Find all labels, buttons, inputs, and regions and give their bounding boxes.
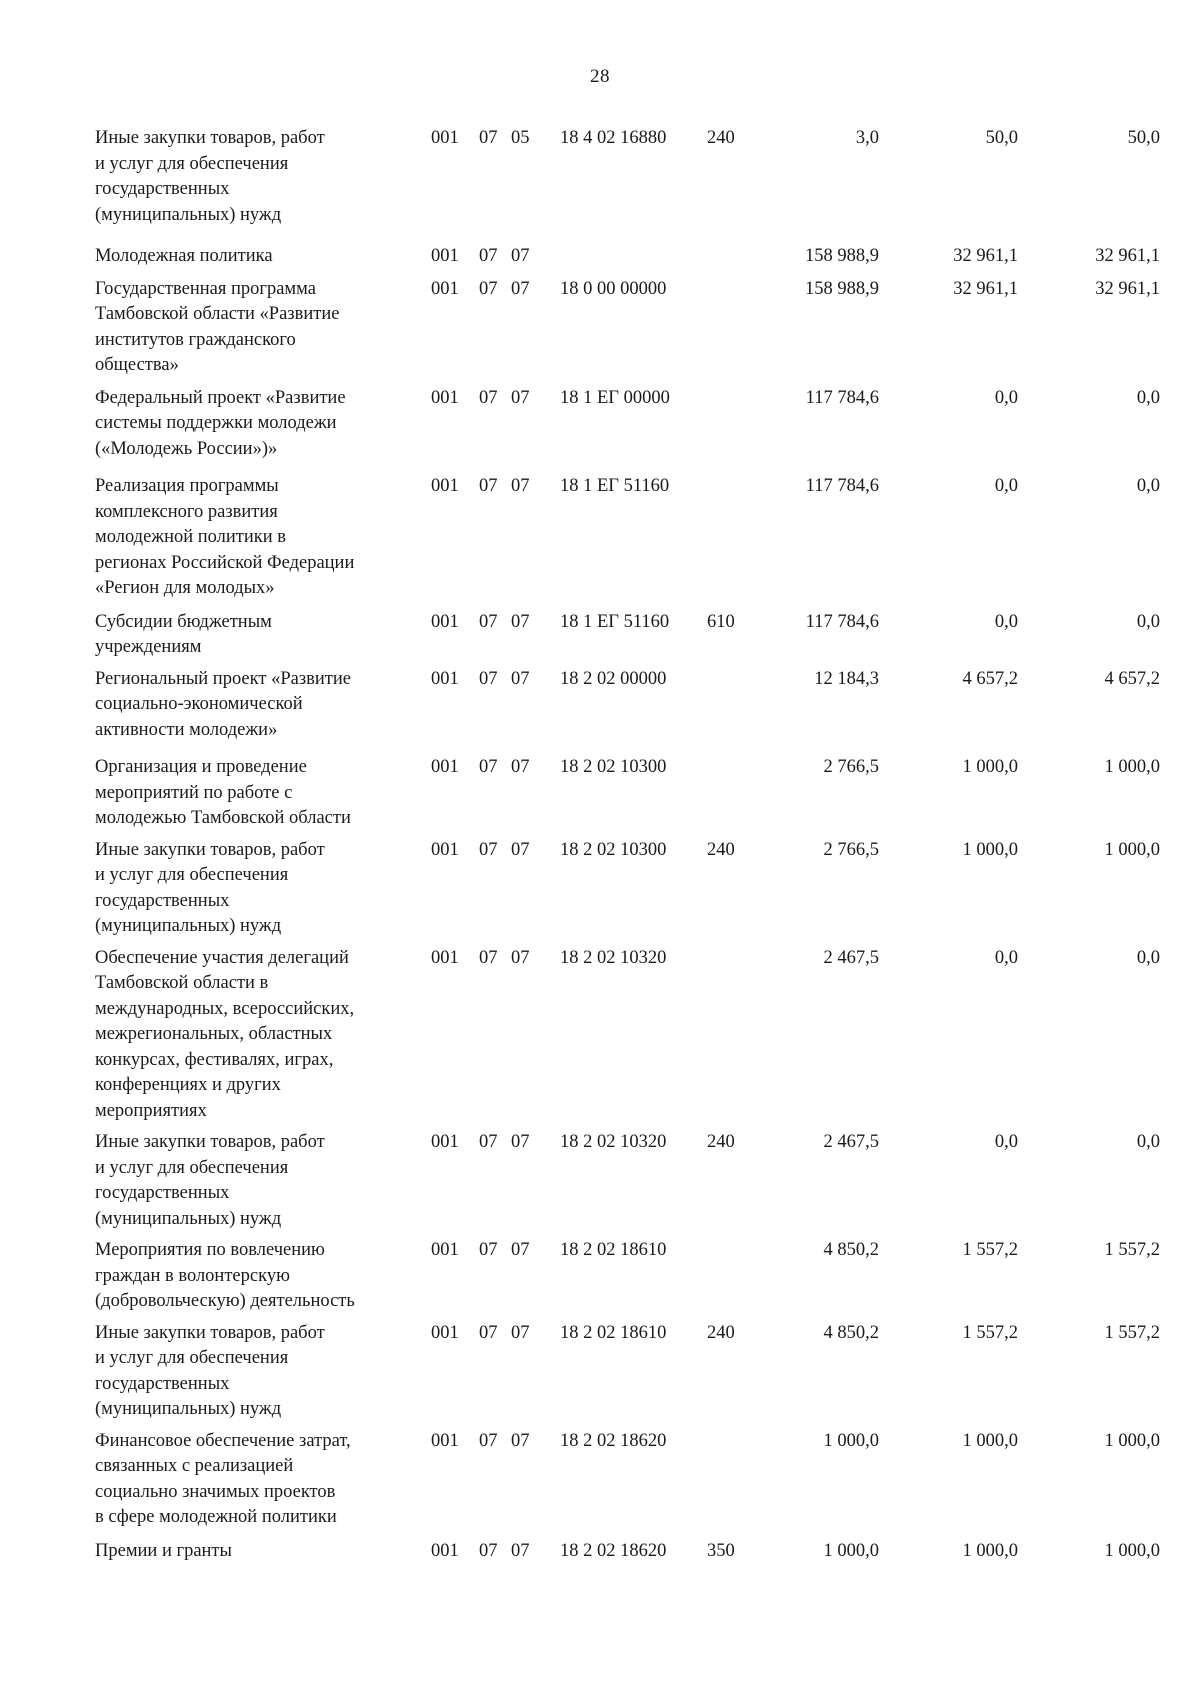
table-row xyxy=(95,1238,1175,1315)
subsection-code: 07 xyxy=(511,1430,530,1451)
subsection-code: 07 xyxy=(511,246,530,266)
amount-year-2: 0,0 xyxy=(994,1132,1018,1152)
amount-year-3: 1 000,0 xyxy=(1104,1540,1160,1561)
section-code: 07 xyxy=(479,278,498,299)
table-row xyxy=(95,386,1175,463)
target-article-code: 18 2 02 00000 xyxy=(560,668,667,689)
table-row xyxy=(95,1429,1175,1531)
subsection-code: 05 xyxy=(511,128,530,148)
subsection-code: 07 xyxy=(511,611,530,632)
amount-year-3: 1 557,2 xyxy=(1104,1322,1160,1343)
amount-year-1: 2 467,5 xyxy=(823,1132,879,1152)
target-article-code: 18 4 02 16880 xyxy=(560,128,667,148)
amount-year-1: 117 784,6 xyxy=(805,611,879,632)
row-item-name: Федеральный проект «Развитие системы поддержки молодежи («Молодежь России»)» xyxy=(95,387,346,459)
expense-type-code: 350 xyxy=(707,1540,735,1561)
section-code: 07 xyxy=(479,757,498,777)
subsection-code: 07 xyxy=(511,947,530,968)
amount-year-1: 4 850,2 xyxy=(823,1322,879,1343)
section-code: 07 xyxy=(479,476,498,496)
subsection-code: 07 xyxy=(511,1540,530,1561)
target-article-code: 18 2 02 18620 xyxy=(560,1540,667,1561)
expense-type-code: 610 xyxy=(707,611,735,632)
subsection-code: 07 xyxy=(511,839,530,860)
amount-year-3: 0,0 xyxy=(1136,387,1160,408)
row-item-name: Финансовое обеспечение затрат, связанных с реализацией социально значимых проектов в сфере молодежной политики xyxy=(95,1430,351,1527)
admin-code: 001 xyxy=(431,476,459,496)
section-code: 07 xyxy=(479,1240,498,1260)
expense-type-code: 240 xyxy=(707,1322,735,1343)
row-item-name: Организация и проведение мероприятий по работе с молодежью Тамбовской области xyxy=(95,757,351,828)
section-code: 07 xyxy=(479,1540,498,1561)
amount-year-2: 1 000,0 xyxy=(962,1540,1018,1561)
section-code: 07 xyxy=(479,387,498,408)
section-code: 07 xyxy=(479,246,498,266)
amount-year-2: 1 557,2 xyxy=(962,1240,1018,1260)
target-article-code: 18 2 02 18610 xyxy=(560,1240,667,1260)
table-row xyxy=(95,1321,1175,1423)
section-code: 07 xyxy=(479,839,498,860)
amount-year-3: 50,0 xyxy=(1127,128,1160,148)
table-row xyxy=(95,755,1175,832)
amount-year-3: 1 557,2 xyxy=(1104,1240,1160,1260)
row-item-name: Премии и гранты xyxy=(95,1540,232,1561)
expense-type-code: 240 xyxy=(707,839,735,860)
amount-year-2: 32 961,1 xyxy=(953,246,1018,266)
row-item-name: Региональный проект «Развитие социально-экономической активности молодежи» xyxy=(95,668,351,740)
amount-year-1: 2 467,5 xyxy=(823,947,879,968)
amount-year-1: 2 766,5 xyxy=(823,757,879,777)
admin-code: 001 xyxy=(431,947,459,968)
amount-year-1: 158 988,9 xyxy=(805,278,879,299)
row-item-name: Обеспечение участия делегаций Тамбовской области в международных, всероссийских, межрегиональных, областных конкурсах, фестивалях, играх, конференциях и других мероприятиях xyxy=(95,947,355,1121)
amount-year-1: 4 850,2 xyxy=(823,1240,879,1260)
amount-year-2: 50,0 xyxy=(985,128,1018,148)
amount-year-3: 0,0 xyxy=(1136,1132,1160,1152)
subsection-code: 07 xyxy=(511,668,530,689)
table-row xyxy=(95,474,1175,602)
target-article-code: 18 2 02 10320 xyxy=(560,1132,667,1152)
row-item-name: Молодежная политика xyxy=(95,246,273,266)
target-article-code: 18 2 02 10300 xyxy=(560,839,667,860)
admin-code: 001 xyxy=(431,1540,459,1561)
table-row xyxy=(95,1130,1175,1232)
amount-year-2: 32 961,1 xyxy=(953,278,1018,299)
amount-year-3: 0,0 xyxy=(1136,947,1160,968)
table-row xyxy=(95,610,1175,661)
amount-year-2: 0,0 xyxy=(994,947,1018,968)
table-row xyxy=(95,1539,1175,1565)
amount-year-1: 3,0 xyxy=(855,128,879,148)
amount-year-2: 4 657,2 xyxy=(962,668,1018,689)
admin-code: 001 xyxy=(431,1132,459,1152)
table-row xyxy=(95,667,1175,744)
row-item-name: Иные закупки товаров, работ и услуг для обеспечения государственных (муниципальных) нужд xyxy=(95,1132,325,1229)
section-code: 07 xyxy=(479,1430,498,1451)
amount-year-3: 0,0 xyxy=(1136,476,1160,496)
budget-table xyxy=(95,126,1175,1564)
row-item-name: Иные закупки товаров, работ и услуг для обеспечения государственных (муниципальных) нужд xyxy=(95,839,325,936)
amount-year-2: 1 000,0 xyxy=(962,839,1018,860)
subsection-code: 07 xyxy=(511,1132,530,1152)
table-row xyxy=(95,126,1175,228)
admin-code: 001 xyxy=(431,1430,459,1451)
amount-year-2: 0,0 xyxy=(994,611,1018,632)
amount-year-2: 1 000,0 xyxy=(962,1430,1018,1451)
page-number: 28 xyxy=(590,66,610,87)
row-item-name: Реализация программы комплексного развития молодежной политики в регионах Российской Федерации «Регион для молодых» xyxy=(95,476,355,598)
subsection-code: 07 xyxy=(511,278,530,299)
section-code: 07 xyxy=(479,1132,498,1152)
subsection-code: 07 xyxy=(511,757,530,777)
row-item-name: Иные закупки товаров, работ и услуг для обеспечения государственных (муниципальных) нужд xyxy=(95,128,325,225)
amount-year-2: 1 557,2 xyxy=(962,1322,1018,1343)
amount-year-1: 2 766,5 xyxy=(823,839,879,860)
section-code: 07 xyxy=(479,611,498,632)
admin-code: 001 xyxy=(431,128,459,148)
admin-code: 001 xyxy=(431,1322,459,1343)
amount-year-2: 1 000,0 xyxy=(962,757,1018,777)
amount-year-1: 1 000,0 xyxy=(823,1430,879,1451)
admin-code: 001 xyxy=(431,611,459,632)
amount-year-3: 1 000,0 xyxy=(1104,839,1160,860)
target-article-code: 18 2 02 10300 xyxy=(560,757,667,777)
amount-year-1: 1 000,0 xyxy=(823,1540,879,1561)
expense-type-code: 240 xyxy=(707,128,735,148)
admin-code: 001 xyxy=(431,387,459,408)
subsection-code: 07 xyxy=(511,476,530,496)
admin-code: 001 xyxy=(431,246,459,266)
amount-year-2: 0,0 xyxy=(994,476,1018,496)
section-code: 07 xyxy=(479,947,498,968)
amount-year-2: 0,0 xyxy=(994,387,1018,408)
admin-code: 001 xyxy=(431,668,459,689)
admin-code: 001 xyxy=(431,757,459,777)
amount-year-3: 0,0 xyxy=(1136,611,1160,632)
table-row xyxy=(95,946,1175,1125)
target-article-code: 18 2 02 18620 xyxy=(560,1430,667,1451)
admin-code: 001 xyxy=(431,278,459,299)
amount-year-3: 32 961,1 xyxy=(1095,278,1160,299)
subsection-code: 07 xyxy=(511,1322,530,1343)
target-article-code: 18 2 02 10320 xyxy=(560,947,667,968)
target-article-code: 18 2 02 18610 xyxy=(560,1322,667,1343)
amount-year-1: 158 988,9 xyxy=(805,246,879,266)
section-code: 07 xyxy=(479,1322,498,1343)
target-article-code: 18 1 ЕГ 51160 xyxy=(560,476,670,496)
amount-year-3: 32 961,1 xyxy=(1095,246,1160,266)
amount-year-1: 12 184,3 xyxy=(814,668,879,689)
amount-year-3: 1 000,0 xyxy=(1104,757,1160,777)
table-row xyxy=(95,244,1175,270)
section-code: 07 xyxy=(479,128,498,148)
table-row xyxy=(95,277,1175,379)
expense-type-code: 240 xyxy=(707,1132,735,1152)
subsection-code: 07 xyxy=(511,387,530,408)
section-code: 07 xyxy=(479,668,498,689)
amount-year-1: 117 784,6 xyxy=(805,387,879,408)
admin-code: 001 xyxy=(431,839,459,860)
amount-year-1: 117 784,6 xyxy=(805,476,879,496)
target-article-code: 18 1 ЕГ 51160 xyxy=(560,611,670,632)
row-item-name: Иные закупки товаров, работ и услуг для обеспечения государственных (муниципальных) нужд xyxy=(95,1322,325,1419)
row-item-name: Субсидии бюджетным учреждениям xyxy=(95,611,272,657)
amount-year-3: 1 000,0 xyxy=(1104,1430,1160,1451)
amount-year-3: 4 657,2 xyxy=(1104,668,1160,689)
admin-code: 001 xyxy=(431,1240,459,1260)
subsection-code: 07 xyxy=(511,1240,530,1260)
target-article-code: 18 1 ЕГ 00000 xyxy=(560,387,670,408)
row-item-name: Мероприятия по вовлечению граждан в волонтерскую (добровольческую) деятельность xyxy=(95,1240,355,1311)
target-article-code: 18 0 00 00000 xyxy=(560,278,667,299)
row-item-name: Государственная программа Тамбовской области «Развитие институтов гражданского общества» xyxy=(95,278,340,375)
table-row xyxy=(95,838,1175,940)
